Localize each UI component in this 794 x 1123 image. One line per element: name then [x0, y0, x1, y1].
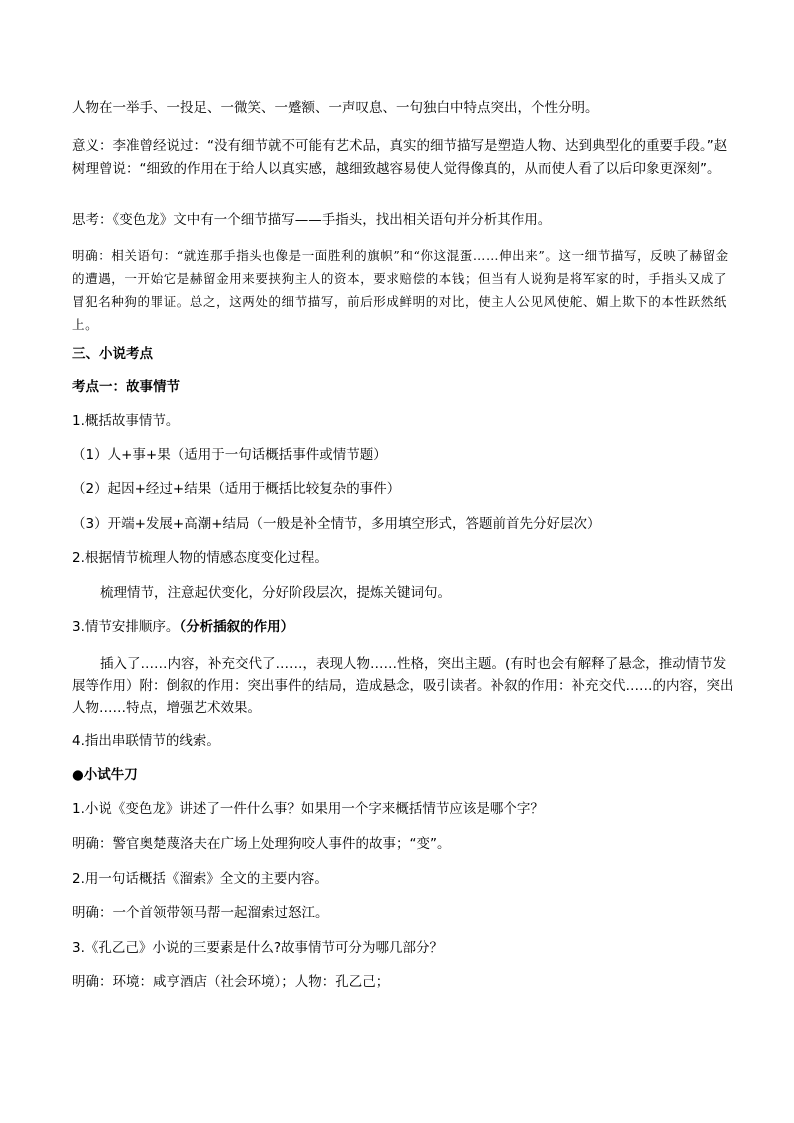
question-2: 2.用一句话概括《溜索》全文的主要内容。: [72, 871, 328, 887]
text-line-personality: 人物在一举手、一投足、一微笑、一蹙额、一声叹息、一句独白中特点突出，个性分明。: [72, 100, 599, 116]
answer-2: 明确：一个首领带领马帮一起溜索过怒江。: [72, 905, 329, 921]
item-2-detail: 梳理情节，注意起伏变化，分好阶段层次，提炼关键词句。: [100, 585, 451, 601]
question-3: 3.《孔乙己》小说的三要素是什么?故事情节可分为哪几部分？: [72, 940, 444, 956]
item-2: 2.根据情节梳理人物的情感态度变化过程。: [72, 550, 328, 566]
item-1-sub-3: （3）开端+发展+高潮+结局（一般是补全情节，多用填空形式，答题前首先分好层次）: [72, 516, 601, 532]
item-1-sub-2: （2）起因+经过+结果（适用于概括比较复杂的事件）: [72, 481, 401, 497]
item-1: 1.概括故事情节。: [72, 413, 180, 429]
answer-3: 明确：环境：咸亨酒店（社会环境）；人物：孔乙己；: [72, 974, 390, 990]
question-1: 1.小说《变色龙》讲述了一件什么事？如果用一个字来概括情节应该是哪个字？: [72, 801, 544, 817]
answer-1: 明确：警官奥楚蔑洛夫在广场上处理狗咬人事件的故事；“变”。: [72, 836, 451, 852]
paragraph-answer-finger: 明确：相关语句：“就连那手指头也像是一面胜利的旗帜”和“你这混蛋……伸出来”。这一细节描写，反映了赫留金的遭遇，一开始它是赫留金用来要挟狗主人的资本，要求赔偿的本钱；但当有人说狗是将军家的时，手指头又成了冒犯名种狗的罪证。总之，这两处的细节描写，前后形成鲜明的对比，使主人公见风使舵、媚上欺下的本性跃然纸上。: [72, 248, 729, 332]
section-heading-novel-points: 三、小说考点: [72, 346, 153, 362]
item-4: 4.指出串联情节的线索。: [72, 733, 220, 749]
item-3-bold-note: （分析插叙的作用）: [179, 619, 295, 635]
item-3: [72, 619, 734, 636]
text-line-think: 思考：《变色龙》文中有一个细节描写——手指头，找出相关语句并分析其作用。: [72, 212, 552, 228]
subheading-point-one: 考点一：故事情节: [72, 379, 180, 395]
paragraph-meaning: 意义：李准曾经说过：“没有细节就不可能有艺术品，真实的细节描写是塑造人物、达到典型化的重要手段。”赵树理曾说：“细致的作用在于给人以真实感，越细致越容易使人觉得像真的，从而使人看了以后印象更深刻”。: [72, 138, 728, 177]
paragraph-flashback: 插入了……内容，补充交代了……，表现人物……性格，突出主题。(有时也会有解释了悬念，推动情节发展等作用）附：倒叙的作用：突出事件的结局，造成悬念，吸引读者。补叙的作用：补充交代……的内容，突出人物……特点，增强艺术效果。: [72, 656, 734, 716]
item-3-text: 3.情节安排顺序。: [72, 619, 180, 635]
item-1-sub-1: （1）人+事+果（适用于一句话概括事件或情节题）: [72, 447, 387, 463]
trial-heading: ●小试牛刀: [72, 767, 138, 783]
